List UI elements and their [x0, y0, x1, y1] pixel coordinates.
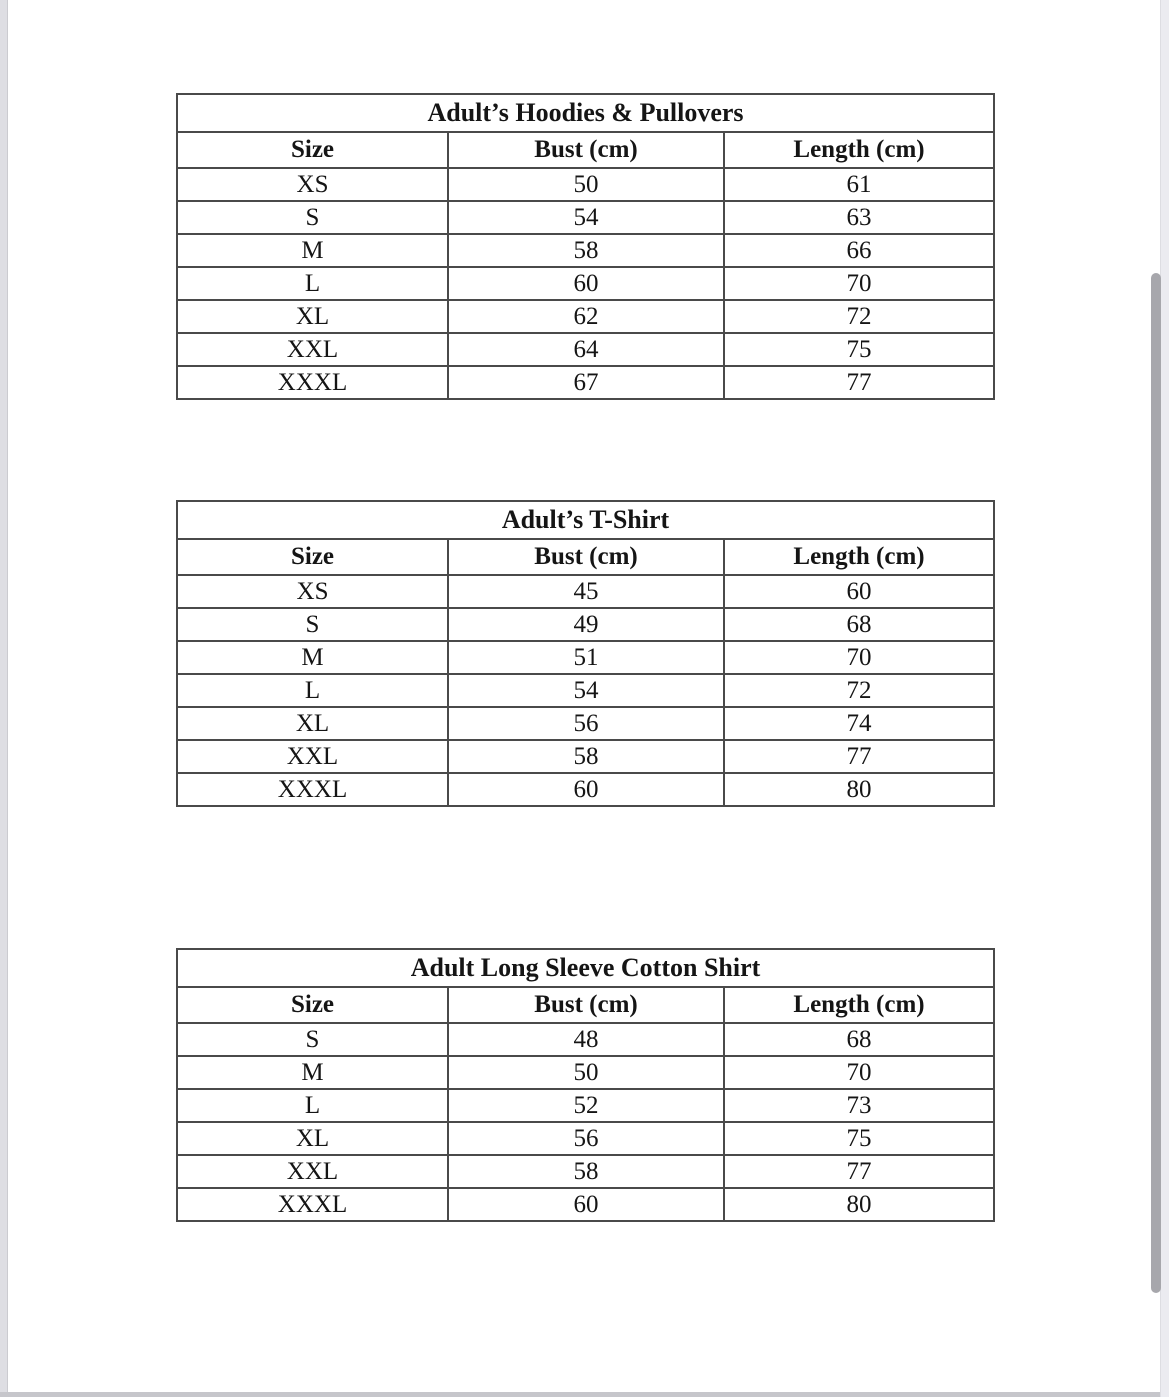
- table-cell: 80: [724, 773, 994, 806]
- table-cell: L: [177, 1089, 448, 1122]
- table-cell: XL: [177, 707, 448, 740]
- table-cell: 50: [448, 168, 724, 201]
- table-cell: 52: [448, 1089, 724, 1122]
- table-cell: 49: [448, 608, 724, 641]
- column-header: Length (cm): [724, 987, 994, 1023]
- size-table-long-sleeve-cotton-shirt: [176, 948, 995, 1222]
- table-header-row: [177, 987, 994, 1023]
- table-cell: 48: [448, 1023, 724, 1056]
- table-title: Adult Long Sleeve Cotton Shirt: [177, 949, 994, 987]
- table-title-row: [177, 949, 994, 987]
- window-bottom-edge: [0, 1392, 1169, 1397]
- table-row: [177, 773, 994, 806]
- table-cell: XL: [177, 300, 448, 333]
- size-table-hoodies-pullovers: [176, 93, 995, 400]
- table-row: [177, 168, 994, 201]
- table-row: [177, 366, 994, 399]
- table-row: [177, 674, 994, 707]
- table-row: [177, 1056, 994, 1089]
- table-row: [177, 201, 994, 234]
- table-cell: XXXL: [177, 773, 448, 806]
- scrollbar-thumb[interactable]: [1151, 273, 1161, 1293]
- table-row: [177, 333, 994, 366]
- column-header: Length (cm): [724, 132, 994, 168]
- table-cell: 75: [724, 333, 994, 366]
- table-cell: XL: [177, 1122, 448, 1155]
- table-cell: XS: [177, 575, 448, 608]
- table-cell: 60: [724, 575, 994, 608]
- table-cell: 58: [448, 740, 724, 773]
- table-row: [177, 1155, 994, 1188]
- table-cell: 60: [448, 267, 724, 300]
- table-cell: L: [177, 267, 448, 300]
- table-cell: 63: [724, 201, 994, 234]
- table-cell: XXXL: [177, 366, 448, 399]
- column-header: Size: [177, 539, 448, 575]
- table-cell: 77: [724, 740, 994, 773]
- column-header: Bust (cm): [448, 539, 724, 575]
- table-cell: 50: [448, 1056, 724, 1089]
- table-cell: XXL: [177, 333, 448, 366]
- table-cell: 60: [448, 1188, 724, 1221]
- table-cell: XXL: [177, 740, 448, 773]
- table-cell: 74: [724, 707, 994, 740]
- table-cell: 54: [448, 674, 724, 707]
- table-cell: M: [177, 641, 448, 674]
- table-row: [177, 608, 994, 641]
- column-header: Bust (cm): [448, 132, 724, 168]
- table-cell: 58: [448, 1155, 724, 1188]
- table-cell: 51: [448, 641, 724, 674]
- table-cell: 68: [724, 1023, 994, 1056]
- table-cell: 62: [448, 300, 724, 333]
- table-cell: 77: [724, 1155, 994, 1188]
- table-cell: 64: [448, 333, 724, 366]
- table-cell: M: [177, 1056, 448, 1089]
- table-row: [177, 1188, 994, 1221]
- table-cell: 60: [448, 773, 724, 806]
- table-cell: XXL: [177, 1155, 448, 1188]
- size-table-tshirt: [176, 500, 995, 807]
- table-cell: S: [177, 1023, 448, 1056]
- window-left-edge: [0, 0, 8, 1397]
- table-title: Adult’s T-Shirt: [177, 501, 994, 539]
- column-header: Length (cm): [724, 539, 994, 575]
- column-header: Bust (cm): [448, 987, 724, 1023]
- table-cell: L: [177, 674, 448, 707]
- table-row: [177, 641, 994, 674]
- table-title: Adult’s Hoodies & Pullovers: [177, 94, 994, 132]
- table-row: [177, 707, 994, 740]
- table-cell: 75: [724, 1122, 994, 1155]
- table-row: [177, 740, 994, 773]
- table-cell: 56: [448, 1122, 724, 1155]
- table-row: [177, 267, 994, 300]
- table-cell: 70: [724, 267, 994, 300]
- table-row: [177, 575, 994, 608]
- table-row: [177, 1122, 994, 1155]
- table-cell: S: [177, 201, 448, 234]
- table-cell: 70: [724, 641, 994, 674]
- table-cell: M: [177, 234, 448, 267]
- table-cell: 80: [724, 1188, 994, 1221]
- table-cell: S: [177, 608, 448, 641]
- table-cell: 56: [448, 707, 724, 740]
- table-row: [177, 1089, 994, 1122]
- table-cell: 72: [724, 674, 994, 707]
- table-cell: XXXL: [177, 1188, 448, 1221]
- table-header-row: [177, 132, 994, 168]
- table-title-row: [177, 94, 994, 132]
- table-cell: 72: [724, 300, 994, 333]
- table-cell: XS: [177, 168, 448, 201]
- table-cell: 58: [448, 234, 724, 267]
- table-title-row: [177, 501, 994, 539]
- table-cell: 45: [448, 575, 724, 608]
- column-header: Size: [177, 132, 448, 168]
- scrollbar-track[interactable]: [1160, 0, 1169, 1397]
- table-row: [177, 1023, 994, 1056]
- column-header: Size: [177, 987, 448, 1023]
- table-row: [177, 234, 994, 267]
- table-cell: 66: [724, 234, 994, 267]
- table-cell: 77: [724, 366, 994, 399]
- table-cell: 61: [724, 168, 994, 201]
- table-cell: 70: [724, 1056, 994, 1089]
- table-header-row: [177, 539, 994, 575]
- table-row: [177, 300, 994, 333]
- table-cell: 54: [448, 201, 724, 234]
- table-cell: 73: [724, 1089, 994, 1122]
- table-cell: 68: [724, 608, 994, 641]
- table-cell: 67: [448, 366, 724, 399]
